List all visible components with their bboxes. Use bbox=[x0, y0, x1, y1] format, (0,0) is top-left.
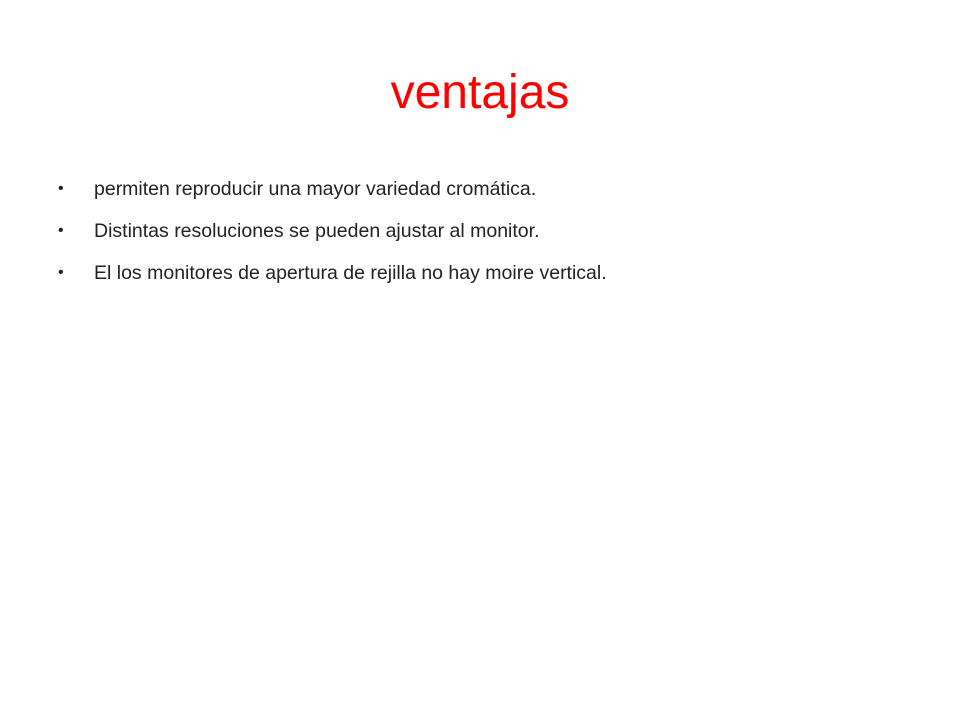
bullet-list bbox=[58, 170, 918, 296]
bullet-icon: • bbox=[58, 180, 64, 197]
slide-title: ventajas bbox=[390, 66, 570, 119]
bullet-text: El los monitores de apertura de rejilla no hay moire vertical. bbox=[94, 262, 607, 284]
bullet-text: Distintas resoluciones se pueden ajustar al monitor. bbox=[94, 220, 540, 242]
list-item bbox=[58, 254, 918, 296]
bullet-icon: • bbox=[58, 264, 64, 281]
list-item bbox=[58, 170, 918, 212]
list-item bbox=[58, 212, 918, 254]
bullet-text: permiten reproducir una mayor variedad cromática. bbox=[94, 178, 537, 200]
bullet-icon: • bbox=[58, 222, 64, 239]
